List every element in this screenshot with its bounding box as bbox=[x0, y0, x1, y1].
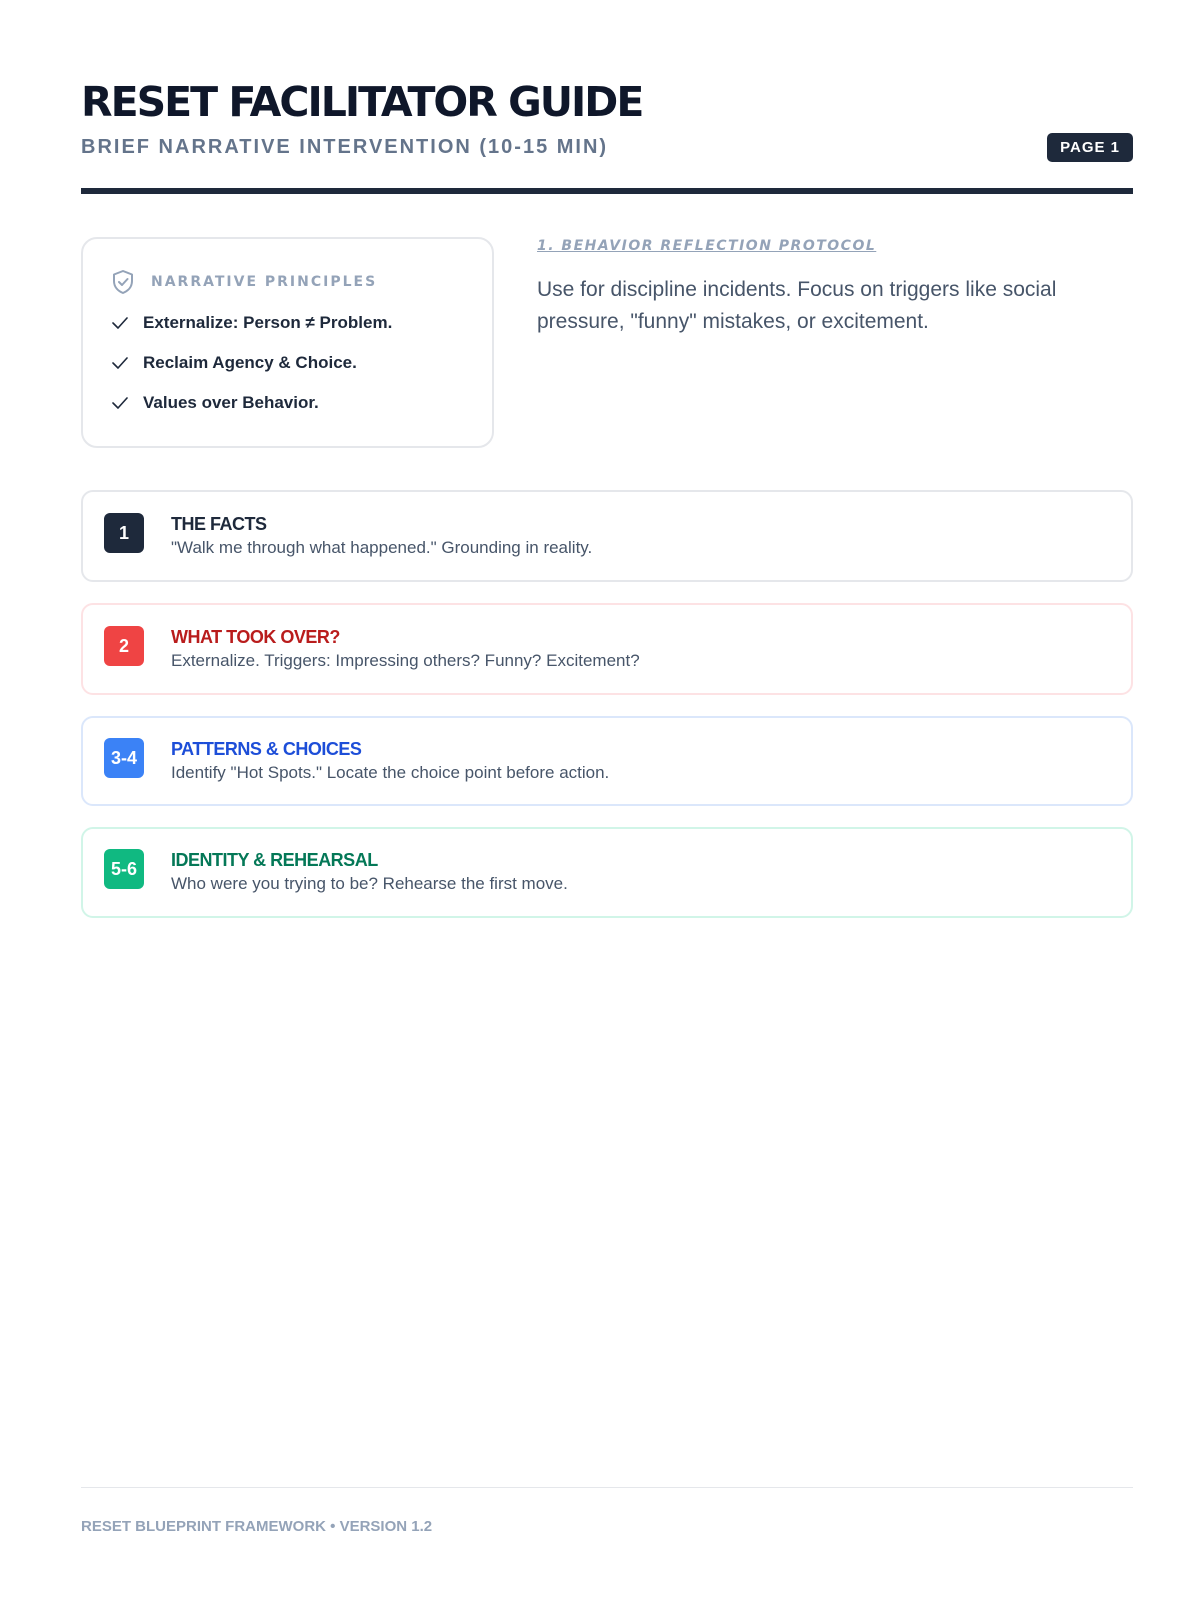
step-title: IDENTITY & REHEARSAL bbox=[171, 850, 378, 870]
step-description: Identify "Hot Spots." Locate the choice point before action. bbox=[171, 763, 610, 782]
checkmark-icon bbox=[111, 356, 129, 370]
principle-text: Externalize: Person ≠ Problem. bbox=[143, 313, 393, 332]
step-description: Who were you trying to be? Rehearse the first move. bbox=[171, 874, 568, 893]
principle-item bbox=[111, 313, 392, 333]
page-number-badge: PAGE 1 bbox=[1047, 133, 1133, 162]
principle-text: Values over Behavior. bbox=[143, 393, 319, 412]
guide-page bbox=[81, 0, 1133, 1600]
step-title: THE FACTS bbox=[171, 514, 267, 534]
step-title: PATTERNS & CHOICES bbox=[171, 739, 362, 759]
checkmark-icon bbox=[111, 316, 129, 330]
step-description: Externalize. Triggers: Impressing others? Funny? Excitement? bbox=[171, 651, 640, 670]
step-number-badge: 3-4 bbox=[104, 738, 144, 778]
narrative-principles-card bbox=[81, 237, 494, 448]
shield-check-icon bbox=[111, 269, 135, 295]
footer-text: RESET BLUEPRINT FRAMEWORK • VERSION 1.2 bbox=[81, 1518, 433, 1535]
step-description: "Walk me through what happened." Grounding in reality. bbox=[171, 538, 593, 557]
step-card-patterns-choices bbox=[81, 716, 1133, 806]
step-title: WHAT TOOK OVER? bbox=[171, 627, 340, 647]
step-card-facts bbox=[81, 490, 1133, 582]
step-number-badge: 2 bbox=[104, 626, 144, 666]
page-title: RESET FACILITATOR GUIDE bbox=[81, 78, 643, 126]
footer-divider bbox=[81, 1487, 1133, 1488]
principles-header bbox=[111, 269, 377, 295]
principle-item bbox=[111, 393, 319, 413]
principles-title: NARRATIVE PRINCIPLES bbox=[151, 274, 378, 290]
step-number-badge: 5-6 bbox=[104, 849, 144, 889]
header-divider bbox=[81, 188, 1133, 194]
step-card-what-took-over bbox=[81, 603, 1133, 695]
step-number-badge: 1 bbox=[104, 513, 144, 553]
protocol-section bbox=[537, 238, 1133, 338]
principle-text: Reclaim Agency & Choice. bbox=[143, 353, 357, 372]
checkmark-icon bbox=[111, 396, 129, 410]
page-subtitle: BRIEF NARRATIVE INTERVENTION (10-15 MIN) bbox=[81, 136, 609, 158]
protocol-description: Use for discipline incidents. Focus on triggers like social pressure, "funny" mistakes, or excitement. bbox=[537, 278, 1057, 333]
protocol-title: 1. BEHAVIOR REFLECTION PROTOCOL bbox=[537, 238, 877, 254]
principle-item bbox=[111, 353, 357, 373]
step-card-identity-rehearsal bbox=[81, 827, 1133, 918]
